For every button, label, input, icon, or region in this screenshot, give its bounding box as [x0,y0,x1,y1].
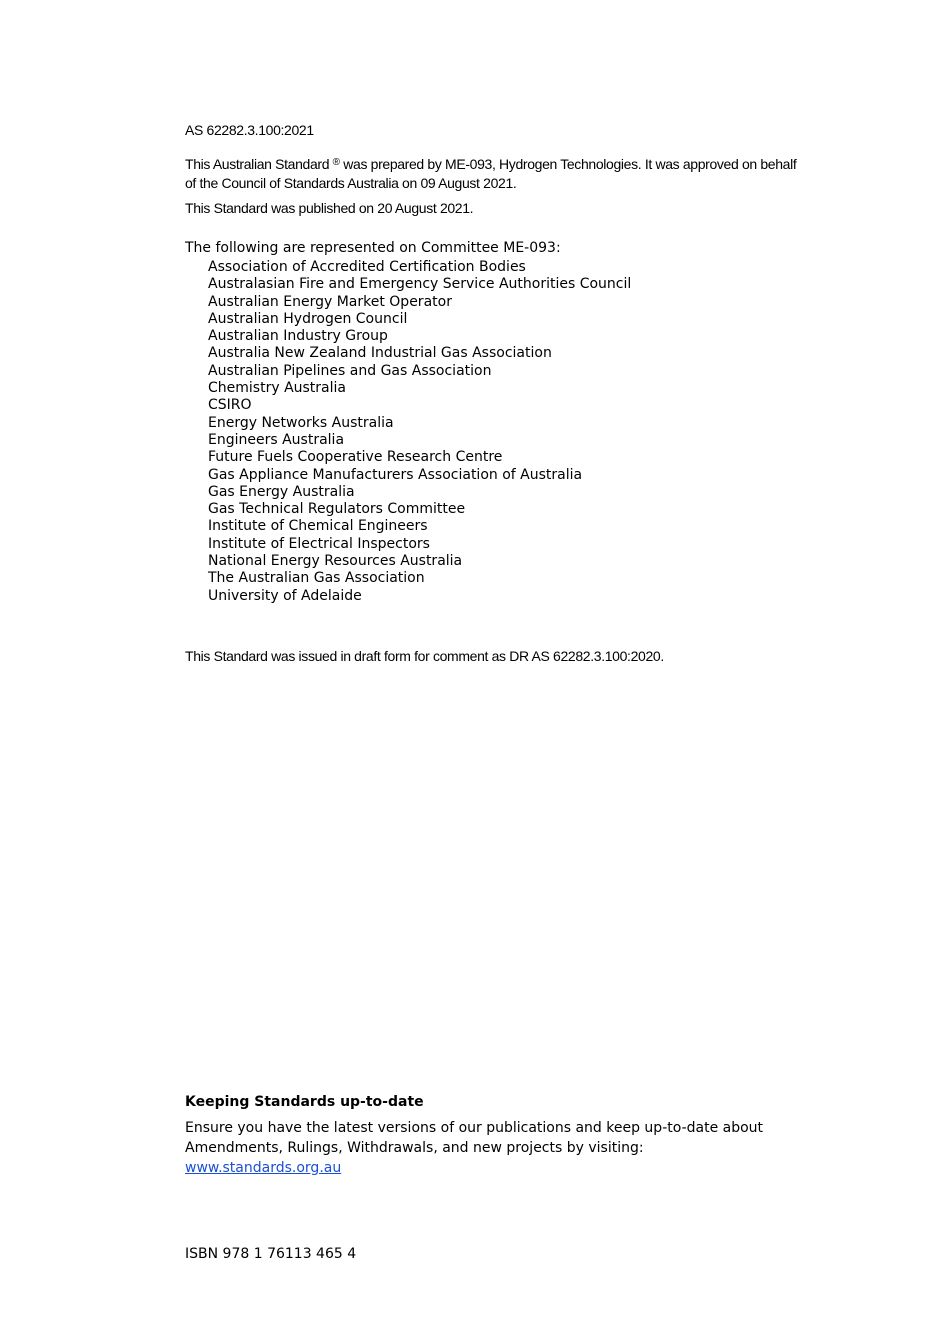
committee-member: Gas Technical Regulators Committee [208,501,466,518]
committee-member: Australian Industry Group [208,328,388,345]
committee-member: Australia New Zealand Industrial Gas Association [208,345,552,362]
preparation-text-start: This Australian Standard [185,156,333,172]
committee-member: Australian Pipelines and Gas Association [208,362,492,379]
committee-member: Institute of Electrical Inspectors [208,535,430,552]
committee-member: CSIRO [208,397,252,414]
committee-member: Association of Accredited Certification Bodies [208,259,526,275]
preparation-paragraph [185,155,805,193]
draft-note: This Standard was issued in draft form for comment as DR AS 62282.3.100:2020. [185,648,664,664]
committee-member: Australasian Fire and Emergency Service Authorities Council [208,276,632,293]
standard-number: AS 62282.3.100:2021 [185,122,314,138]
publication-date-paragraph: This Standard was published on 20 August 2021. [185,200,474,216]
keeping-up-to-date-heading: Keeping Standards up-to-date [185,1094,424,1110]
keeping-up-to-date-body: Ensure you have the latest versions of our publications and keep up-to-date about Amendments, Rulings, Withdrawals, and new projects by visiting: [185,1120,764,1156]
committee-member: The Australian Gas Association [208,570,425,587]
committee-member: Energy Networks Australia [208,414,394,431]
committee-member: Gas Appliance Manufacturers Association of Australia [208,466,583,483]
preparation-text-end: was prepared by ME-093, Hydrogen Technologies. It was approved on behalf of the Council of Standards Australia on 09 August 2021. [185,156,797,191]
committee-member: Chemistry Australia [208,380,346,397]
committee-member: University of Adelaide [208,587,362,604]
committee-member: National Energy Resources Australia [208,553,463,570]
committee-member: Gas Energy Australia [208,483,355,500]
committee-member: Institute of Chemical Engineers [208,518,428,535]
committee-member: Future Fuels Cooperative Research Centre [208,449,503,466]
isbn-number: ISBN 978 1 76113 465 4 [185,1246,357,1262]
committee-intro: The following are represented on Committee ME-093: [185,240,561,256]
keeping-up-to-date-text [185,1118,785,1178]
standards-website-link[interactable]: www.standards.org.au [185,1160,342,1176]
committee-member: Australian Energy Market Operator [208,293,452,310]
committee-member-list [208,259,631,605]
committee-member: Australian Hydrogen Council [208,310,408,327]
committee-member: Engineers Australia [208,431,345,448]
registered-mark: ® [332,157,340,168]
